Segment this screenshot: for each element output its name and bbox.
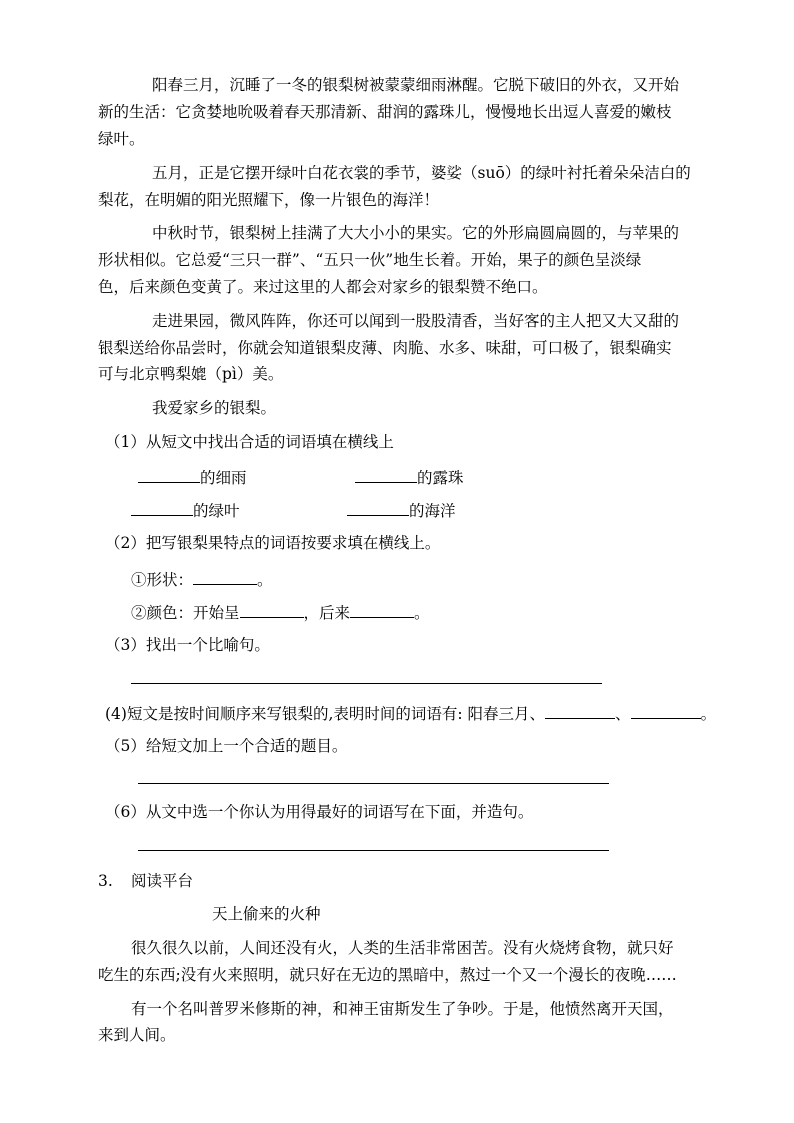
question-4-text: (4)短文是按时间顺序来写银梨的,表明时间的词语有: 阳春三月、	[105, 705, 546, 723]
shape-label: ①形状：	[131, 571, 194, 589]
blank-suffix: 的绿叶	[193, 502, 240, 520]
answer-line[interactable]	[131, 683, 602, 684]
blank-suffix: 的露珠	[417, 469, 464, 487]
passage-line: 可与北京鸭梨媲（pì）美。	[98, 365, 284, 383]
answer-line[interactable]	[138, 850, 609, 851]
passage-line: 梨花，在明媚的阳光照耀下，像一片银色的海洋！	[98, 191, 440, 209]
passage-line: 我爱家乡的银梨。	[152, 399, 277, 417]
question-5-text: （5）给短文加上一个合适的题目。	[105, 737, 348, 755]
passage-line: 色，后来颜色变黄了。来过这里的人都会对家乡的银梨赞不绝口。	[98, 278, 548, 296]
passage-line: 来到人间。	[98, 1026, 176, 1044]
answer-blank[interactable]	[138, 466, 200, 483]
answer-blank[interactable]	[131, 499, 193, 516]
fill-blank-row	[131, 499, 240, 519]
fill-blank-row	[355, 466, 464, 486]
question-4-row	[105, 702, 716, 722]
passage-line: 阳春三月，沉睡了一冬的银梨树被蒙蒙细雨淋醒。它脱下破旧的外衣，又开始	[152, 76, 680, 94]
passage-line: 走进果园，微风阵阵，你还可以闻到一股股清香，当好客的主人把又大又甜的	[152, 312, 680, 330]
section-number: 3.	[98, 872, 113, 890]
fill-blank-row	[347, 499, 456, 519]
blank-suffix: 的细雨	[200, 469, 247, 487]
color-mid-label: ，后来	[303, 604, 351, 622]
question-3-text: （3）找出一个比喻句。	[105, 636, 270, 654]
passage-line: 银梨送给你品尝时，你就会知道银梨皮薄、肉脆、水多、味甜，可口极了，银梨确实	[98, 339, 672, 357]
punctuation: 。	[414, 604, 430, 622]
passage-line: 中秋时节，银梨树上挂满了大大小小的果实。它的外形扁圆扁圆的，与苹果的	[152, 224, 680, 242]
answer-blank[interactable]	[347, 499, 409, 516]
passage-line: 很久很久以前，人间还没有火，人类的生活非常困苦。没有火烧烤食物，就只好	[131, 939, 674, 957]
answer-blank[interactable]	[545, 702, 615, 719]
color-label: ②颜色：开始呈	[131, 604, 240, 622]
answer-blank[interactable]	[631, 702, 701, 719]
answer-blank[interactable]	[193, 568, 257, 585]
punctuation: 。	[257, 571, 273, 589]
passage-line: 形状相似。它总爱“三只一群”、“五只一伙”地生长着。开始，果子的颜色呈淡绿	[98, 251, 642, 269]
question-1-text: （1）从短文中找出合适的词语填在横线上	[105, 433, 394, 451]
question-6-text: （6）从文中选一个你认为用得最好的词语写在下面，并造句。	[105, 803, 534, 821]
answer-blank[interactable]	[355, 466, 417, 483]
section-heading: 阅读平台	[131, 872, 194, 890]
passage-line: 新的生活：它贪婪地吮吸着春天那清新、甜润的露珠儿，慢慢地长出逗人喜爱的嫩枝	[98, 103, 672, 121]
passage-line: 有一个名叫普罗米修斯的神，和神王宙斯发生了争吵。于是，他愤然离开天国，	[131, 1000, 674, 1018]
fill-blank-row	[131, 568, 273, 588]
separator: 、	[615, 705, 631, 723]
fill-blank-row	[138, 466, 247, 486]
fill-blank-row	[131, 601, 430, 621]
question-2-text: （2）把写银梨果特点的词语按要求填在横线上。	[105, 534, 441, 552]
punctuation: 。	[700, 705, 717, 723]
answer-line[interactable]	[138, 783, 609, 784]
answer-blank[interactable]	[240, 601, 304, 618]
answer-blank[interactable]	[350, 601, 414, 618]
passage-line: 五月，正是它摆开绿叶白花衣裳的季节，婆娑（suō）的绿叶衬托着朵朵洁白的	[152, 164, 691, 182]
story-title: 天上偷来的火种	[212, 905, 321, 923]
passage-line: 吃生的东西;没有火来照明，就只好在无边的黑暗中，熬过一个又一个漫长的夜晚……	[98, 966, 677, 984]
passage-line: 绿叶。	[98, 130, 145, 148]
blank-suffix: 的海洋	[409, 502, 456, 520]
